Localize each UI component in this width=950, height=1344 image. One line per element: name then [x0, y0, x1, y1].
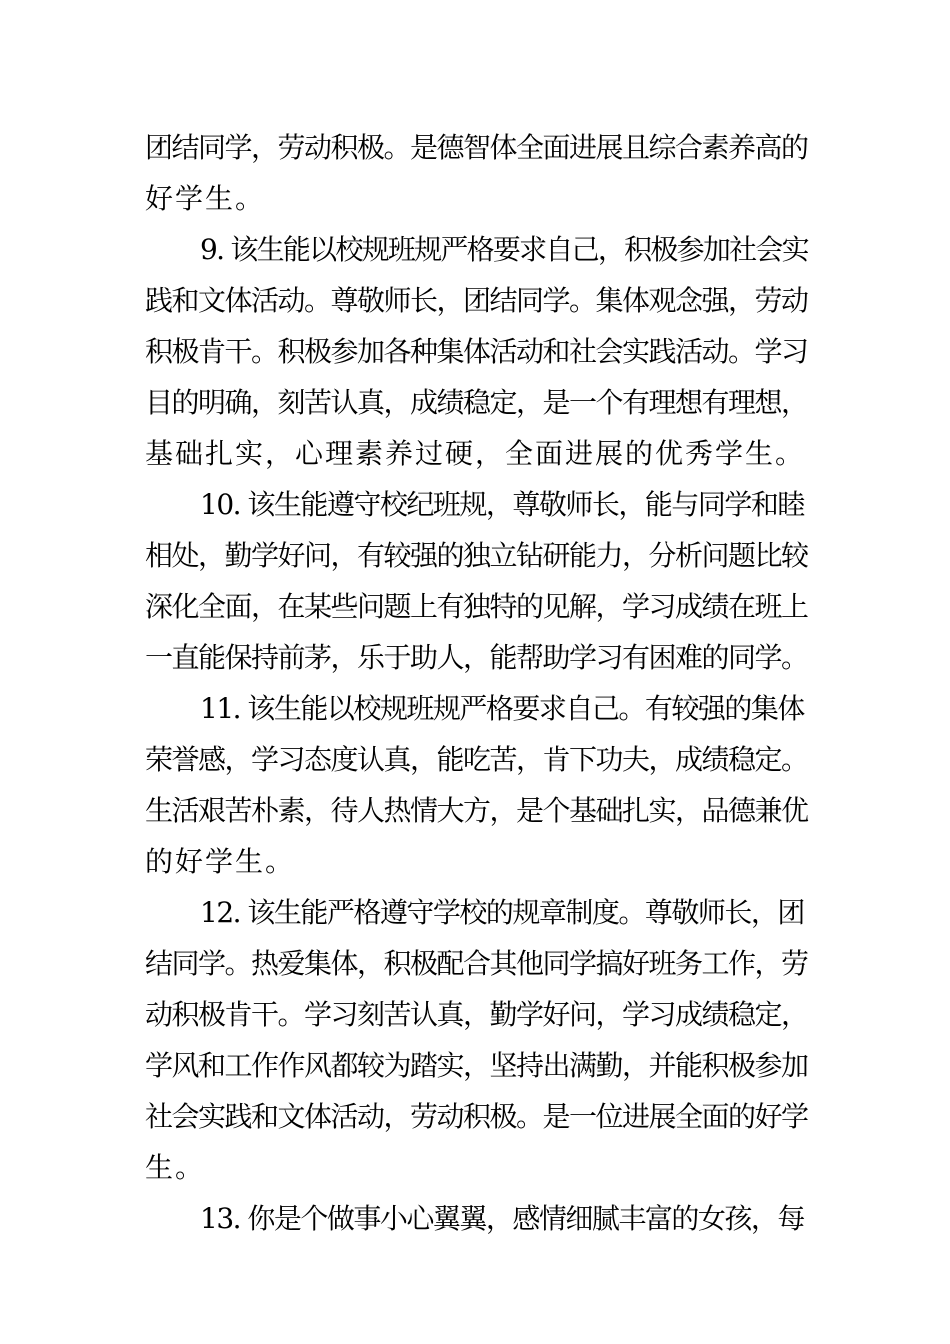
text-line: 的好学生。: [145, 845, 296, 878]
text-line: 好学生。: [145, 182, 266, 215]
text-line: 积极肯干。积极参加各种集体活动和社会实践活动。学习: [145, 335, 808, 368]
text-line: 社会实践和文体活动，劳动积极。是一位进展全面的好学: [145, 1100, 808, 1133]
text-line: 基础扎实，心理素养过硬，全面进展的优秀学生。: [145, 437, 806, 470]
text-line: 一直能保持前茅，乐于助人，能帮助学习有困难的同学。: [145, 641, 808, 674]
text-line: 践和文体活动。尊敬师长，团结同学。集体观念强，劳动: [145, 284, 808, 317]
text-line: 荣誉感，学习态度认真，能吃苦，肯下功夫，成绩稳定。: [145, 743, 808, 776]
text-line: 学风和工作作风都较为踏实，坚持出满勤，并能积极参加: [145, 1049, 808, 1082]
paragraph-10-start: 10. 该生能遵守校纪班规，尊敬师长，能与同学和睦: [200, 488, 804, 521]
text-line: 深化全面，在某些问题上有独特的见解，学习成绩在班上: [145, 590, 808, 623]
text-line: 目的明确，刻苦认真，成绩稳定，是一个有理想有理想，: [145, 386, 808, 419]
text-line: 动积极肯干。学习刻苦认真，勤学好问，学习成绩稳定，: [145, 998, 808, 1031]
paragraph-11-start: 11. 该生能以校规班规严格要求自己。有较强的集体: [200, 692, 804, 725]
paragraph-9-start: 9. 该生能以校规班规严格要求自己，积极参加社会实: [200, 233, 808, 266]
paragraph-13-start: 13. 你是个做事小心翼翼，感情细腻丰富的女孩，每: [200, 1202, 804, 1235]
paragraph-12-start: 12. 该生能严格遵守学校的规章制度。尊敬师长，团: [200, 896, 804, 929]
text-line: 相处，勤学好问，有较强的独立钻研能力，分析问题比较: [145, 539, 808, 572]
text-line: 生。: [145, 1151, 206, 1184]
text-line: 结同学。热爱集体，积极配合其他同学搞好班务工作，劳: [145, 947, 808, 980]
text-line: 团结同学，劳动积极。是德智体全面进展且综合素养高的: [145, 131, 808, 164]
text-line: 生活艰苦朴素，待人热情大方，是个基础扎实，品德兼优: [145, 794, 808, 827]
